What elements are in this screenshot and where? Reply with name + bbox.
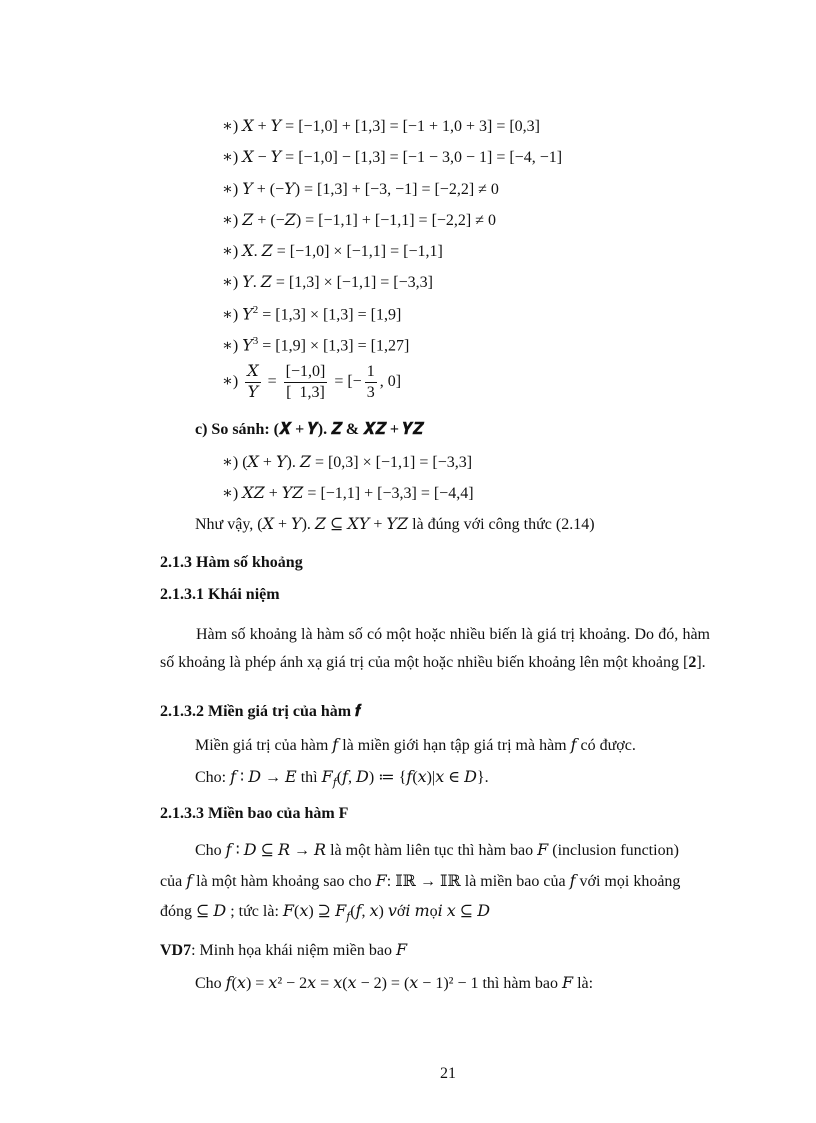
div-prefix: ∗) [222, 373, 239, 391]
y2-exponent: 2 [252, 304, 259, 316]
div-eq-1: = [267, 373, 277, 391]
div-num-3: 1 [365, 362, 377, 383]
p-2133-line-1: Cho 𝑓 ∶ 𝐷 ⊆ 𝑅 → 𝑅 là một hàm liên tục thì hàm bao 𝐹 (inclusion function) [195, 842, 679, 859]
conclusion: Như vậy, (𝑋 + 𝑌). 𝑍 ⊆ 𝑋𝑌 + 𝑌𝑍 là đúng với công thức (2.14) [195, 516, 595, 533]
compare-heading: c) So sánh: (𝑿 + 𝒀). 𝒁 & 𝑿𝒁 + 𝒀𝒁 [195, 421, 424, 438]
heading-2-1-3: 2.1.3 Hàm số khoảng [160, 554, 303, 571]
div-tail: , 0] [379, 373, 402, 391]
vd7-label: VD7 [160, 942, 192, 959]
y3-prefix: ∗) 𝑌 [222, 337, 253, 355]
compare-line-1: ∗) (𝑋 + 𝑌). 𝑍 = [0,3] × [−1,1] = [−3,3] [222, 454, 473, 471]
fraction-x-over-y [245, 362, 260, 403]
calc-line-6: ∗) 𝑌. 𝑍 = [1,3] × [−1,1] = [−3,3] [222, 274, 433, 291]
div-den-3: 3 [366, 384, 375, 401]
p-2131-text: Hàm số khoảng là hàm số có một hoặc nhiều biến là giá trị khoảng. Do đó, hàm số khoảng là phép ánh xạ giá trị của một hoặc nhiều biến khoảng lên một khoảng [ [160, 626, 710, 671]
div-eq-2: = [− [334, 373, 362, 391]
calc-line-y-squared [222, 304, 401, 325]
calc-line-4: ∗) 𝑍 + (−𝑍) = [−1,1] + [−1,1] = [−2,2] ≠ 0 [222, 212, 497, 229]
vd7-text: : Minh họa khái niệm miền bao 𝐹 [191, 942, 408, 959]
p-2133-3sub: 𝑓 [346, 911, 351, 924]
p-2131-ref: 2 [688, 654, 697, 671]
calc-line-2: ∗) 𝑋 − 𝑌 = [−1,0] − [1,3] = [−1 − 3,0 − 1] = [−4, −1] [222, 149, 563, 166]
paragraph-khai-niem [160, 621, 710, 677]
p-2132: Miền giá trị của hàm 𝑓 là miền giới hạn tập giá trị mà hàm 𝑓 có được. [195, 737, 636, 754]
heading-2-1-3-2: 2.1.3.2 Miền giá trị của hàm 𝒇 [160, 703, 361, 720]
p-2133-line-2: của 𝑓 là một hàm khoảng sao cho 𝐹: 𝕀ℝ → 𝕀ℝ là miền bao của 𝑓 với mọi khoảng [160, 873, 681, 890]
p-2131-end: ]. [696, 654, 706, 671]
calc-line-y-cubed [222, 335, 409, 356]
compare-line-2: ∗) 𝑋𝑍 + 𝑌𝑍 = [−1,1] + [−3,3] = [−4,4] [222, 485, 474, 502]
p-2133-line-3 [160, 902, 490, 924]
heading-2-1-3-3: 2.1.3.3 Miền bao của hàm F [160, 805, 349, 822]
fraction-one-third [365, 362, 377, 403]
p-2132-formula-a: Cho: 𝑓 ∶ 𝐷 → 𝐸 thì 𝐹 [195, 769, 333, 786]
p-2132-formula-sub: 𝑓 [332, 777, 337, 790]
div-num-2: [−1,0] [284, 362, 328, 383]
y2-rest: = [1,3] × [1,3] = [1,9] [258, 306, 402, 324]
fraction-intervals [284, 362, 328, 403]
p-2133-3b: (𝑓, 𝑥) 𝑣ớ𝑖 𝑚ọ𝑖 𝑥 ⊆ 𝐷 [350, 903, 491, 920]
page-number: 21 [440, 1065, 456, 1082]
div-den-2: [ 1,3] [286, 384, 325, 401]
y2-prefix: ∗) 𝑌 [222, 306, 253, 324]
p-2132-formula-b: (𝑓, 𝐷) ≔ {𝑓(𝑥)|𝑥 ∈ 𝐷}. [336, 769, 489, 786]
div-den-1: 𝑌 [247, 384, 259, 401]
vd7-body: Cho 𝑓(𝑥) = 𝑥² − 2𝑥 = 𝑥(𝑥 − 2) = (𝑥 − 1)² − 1 thì hàm bao 𝐹 là: [195, 975, 594, 992]
y3-exponent: 3 [252, 335, 259, 347]
calc-line-3: ∗) 𝑌 + (−𝑌) = [1,3] + [−3, −1] = [−2,2] ≠ 0 [222, 181, 499, 198]
calc-line-division [222, 362, 401, 403]
heading-2-1-3-1: 2.1.3.1 Khái niệm [160, 586, 280, 603]
p-2132-formula [195, 768, 489, 790]
y3-rest: = [1,9] × [1,3] = [1,27] [258, 337, 410, 355]
calc-line-1: ∗) 𝑋 + 𝑌 = [−1,0] + [1,3] = [−1 + 1,0 + 3] = [0,3] [222, 118, 540, 135]
p-2133-3a: đóng ⊆ 𝐷 ; tức là: 𝐹(𝑥) ⊇ 𝐹 [160, 903, 347, 920]
div-num-1: 𝑋 [245, 362, 260, 383]
vd7-line [160, 941, 407, 960]
calc-line-5: ∗) 𝑋. 𝑍 = [−1,0] × [−1,1] = [−1,1] [222, 243, 443, 260]
